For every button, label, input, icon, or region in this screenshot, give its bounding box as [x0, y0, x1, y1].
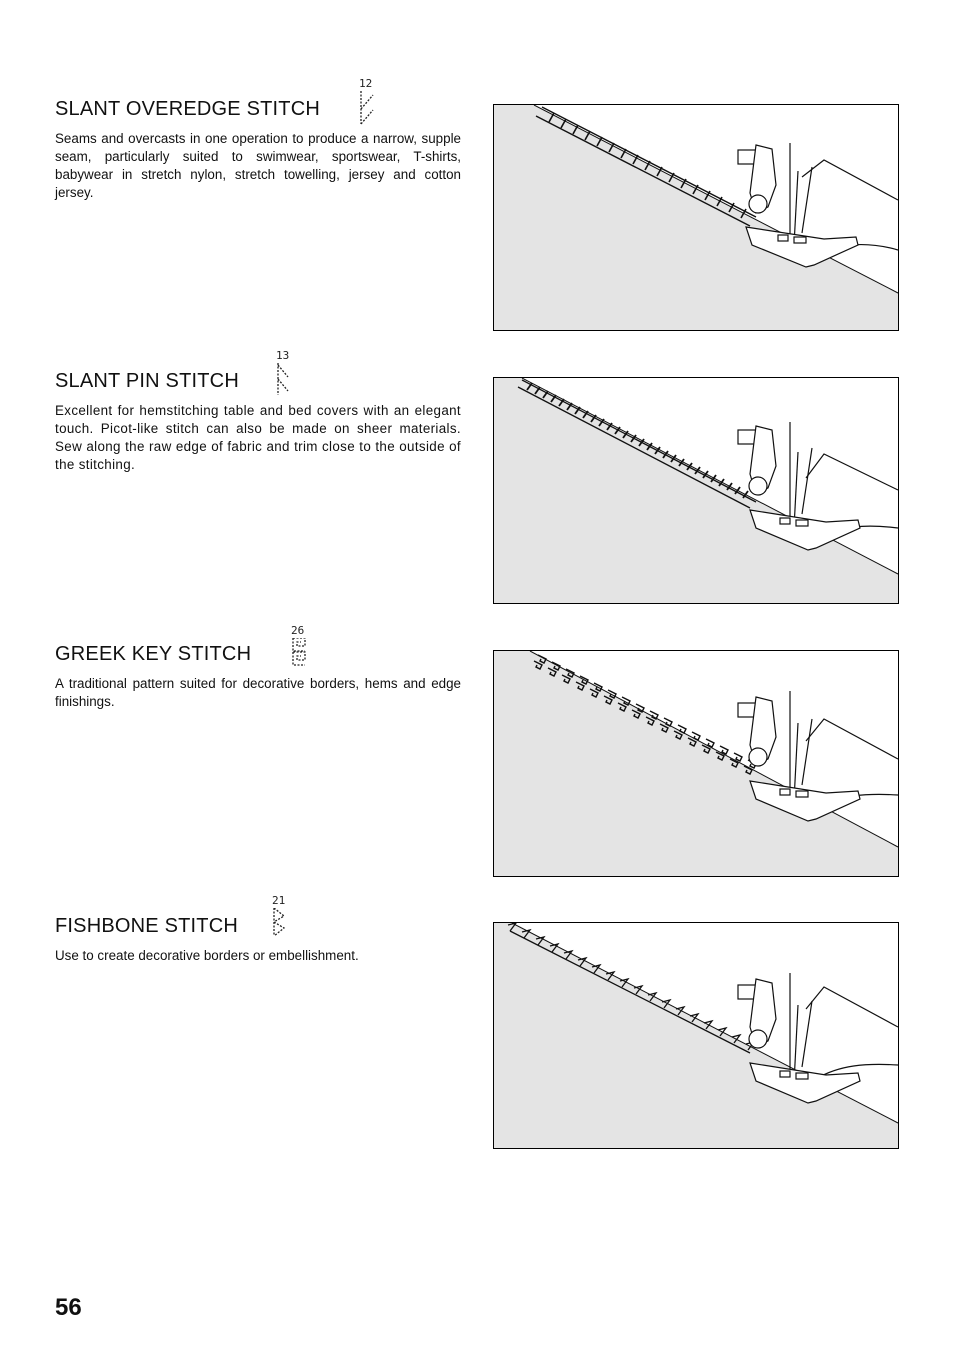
section-description: A traditional pattern suited for decorative borders, hems and edge finishings.	[55, 676, 461, 709]
stitch-symbol-21	[272, 895, 296, 943]
stitch-symbol-13	[276, 350, 300, 398]
page-number: 56	[55, 1294, 82, 1321]
stitch-number: 21	[272, 894, 286, 907]
fishbone-stitch-icon	[272, 908, 294, 938]
figure-greek-key	[493, 650, 899, 877]
section-description: Seams and overcasts in one operation to produce a narrow, supple seam, particularly suited to swimwear, sportswear, T-shirts, babywear in stretch nylon, stretch towelling, jersey and cotton jersey.	[55, 131, 461, 200]
section-description: Use to create decorative borders or embellishment.	[55, 948, 359, 963]
figure-fishbone	[493, 922, 899, 1149]
stitch-number: 13	[276, 349, 290, 362]
presser-foot-sewing-illustration-icon	[494, 105, 898, 330]
section-title: SLANT PIN STITCH	[55, 370, 239, 392]
stitch-symbol-12	[359, 78, 383, 126]
stitch-number: 26	[291, 624, 305, 637]
presser-foot-sewing-illustration-icon	[494, 923, 898, 1148]
presser-foot-sewing-illustration-icon	[494, 378, 898, 603]
section-title: SLANT OVEREDGE STITCH	[55, 98, 320, 120]
section-title: GREEK KEY STITCH	[55, 643, 252, 665]
figure-slant-overedge	[493, 104, 899, 331]
stitch-symbol-26	[291, 625, 315, 673]
figure-slant-pin	[493, 377, 899, 604]
slant-overedge-stitch-icon	[359, 91, 381, 125]
section-title: FISHBONE STITCH	[55, 915, 239, 937]
stitch-number: 12	[359, 77, 373, 90]
section-description: Excellent for hemstitching table and bed covers with an elegant touch. Picot-like stitch can also be made on sheer materials. Sew along the raw edge of fabric and trim close to the outside of the stitching.	[55, 403, 461, 472]
presser-foot-sewing-illustration-icon	[494, 651, 898, 876]
slant-pin-stitch-icon	[276, 363, 298, 397]
greek-key-stitch-icon	[291, 638, 313, 668]
